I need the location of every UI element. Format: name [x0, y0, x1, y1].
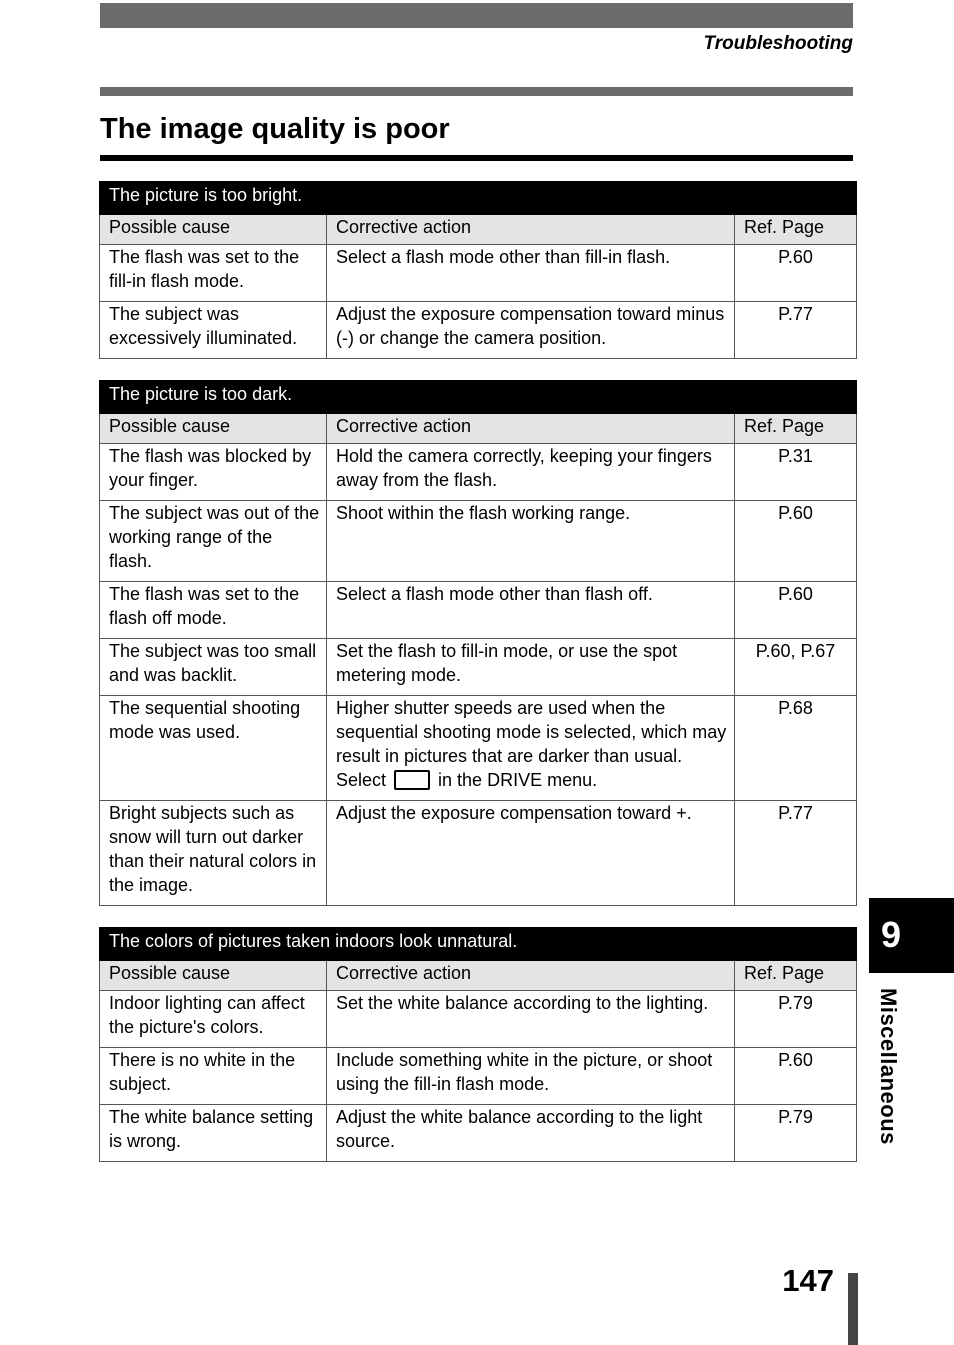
- column-header-cause: Possible cause: [100, 414, 327, 444]
- table-row: [100, 582, 857, 639]
- action-cell: Set the flash to fill-in mode, or use the spot metering mode.: [327, 639, 735, 696]
- action-cell: Adjust the exposure compensation toward +.: [327, 801, 735, 906]
- table-title: The picture is too bright.: [100, 182, 857, 215]
- column-header-action: Corrective action: [327, 414, 735, 444]
- page-number-bar: [848, 1273, 858, 1345]
- ref-page-cell: P.31: [735, 444, 857, 501]
- cause-cell: The flash was set to the fill-in flash mode.: [100, 245, 327, 302]
- table-row: [100, 302, 857, 359]
- column-header-ref: Ref. Page: [735, 961, 857, 991]
- table-title: The colors of pictures taken indoors look unnatural.: [100, 928, 857, 961]
- action-text-after: in the DRIVE menu.: [438, 770, 598, 790]
- action-cell: Shoot within the flash working range.: [327, 501, 735, 582]
- ref-page-cell: P.68: [735, 696, 857, 801]
- title-top-rule: [100, 87, 853, 96]
- table-row: [100, 444, 857, 501]
- table-row: [100, 501, 857, 582]
- table-row: [100, 801, 857, 906]
- ref-page-cell: P.79: [735, 1105, 857, 1162]
- cause-cell: Bright subjects such as snow will turn out darker than their natural colors in the image.: [100, 801, 327, 906]
- troubleshooting-table-dark: [99, 380, 857, 906]
- column-header-action: Corrective action: [327, 215, 735, 245]
- ref-page-cell: P.60: [735, 501, 857, 582]
- table-row: [100, 639, 857, 696]
- cause-cell: The flash was set to the flash off mode.: [100, 582, 327, 639]
- table-title: The picture is too dark.: [100, 381, 857, 414]
- action-cell: Hold the camera correctly, keeping your fingers away from the flash.: [327, 444, 735, 501]
- chapter-tab: [869, 898, 954, 973]
- column-header-cause: Possible cause: [100, 215, 327, 245]
- table-row: [100, 1105, 857, 1162]
- cause-cell: Indoor lighting can affect the picture's colors.: [100, 991, 327, 1048]
- header-bar: [100, 3, 853, 28]
- cause-cell: The flash was blocked by your finger.: [100, 444, 327, 501]
- cause-cell: There is no white in the subject.: [100, 1048, 327, 1105]
- cause-cell: The subject was excessively illuminated.: [100, 302, 327, 359]
- ref-page-cell: P.60, P.67: [735, 639, 857, 696]
- column-header-ref: Ref. Page: [735, 215, 857, 245]
- ref-page-cell: P.60: [735, 1048, 857, 1105]
- page-number: 147: [782, 1263, 834, 1298]
- ref-page-cell: P.77: [735, 801, 857, 906]
- troubleshooting-table-indoor-colors: [99, 927, 857, 1162]
- action-cell: Adjust the exposure compensation toward minus (-) or change the camera position.: [327, 302, 735, 359]
- ref-page-cell: P.79: [735, 991, 857, 1048]
- table-row: [100, 245, 857, 302]
- chapter-label: Miscellaneous: [876, 988, 901, 1145]
- action-cell: Adjust the white balance according to the light source.: [327, 1105, 735, 1162]
- ref-page-cell: P.60: [735, 245, 857, 302]
- table-row: [100, 696, 857, 801]
- troubleshooting-table-bright: [99, 181, 857, 359]
- action-cell: [327, 696, 735, 801]
- table-row: [100, 991, 857, 1048]
- action-cell: Set the white balance according to the lighting.: [327, 991, 735, 1048]
- column-header-action: Corrective action: [327, 961, 735, 991]
- column-header-ref: Ref. Page: [735, 414, 857, 444]
- action-text-before: Higher shutter speeds are used when the sequential shooting mode is selected, which may result in pictures that are darker than usual. Select: [336, 698, 727, 790]
- cause-cell: The subject was out of the working range of the flash.: [100, 501, 327, 582]
- single-frame-icon: [394, 770, 430, 790]
- page-title: The image quality is poor: [100, 113, 450, 145]
- cause-cell: The subject was too small and was backlit.: [100, 639, 327, 696]
- cause-cell: The sequential shooting mode was used.: [100, 696, 327, 801]
- section-label: Troubleshooting: [703, 33, 853, 54]
- action-cell: Select a flash mode other than fill-in flash.: [327, 245, 735, 302]
- title-bottom-rule: [100, 155, 853, 161]
- chapter-number: 9: [881, 914, 902, 955]
- action-cell: Select a flash mode other than flash off.: [327, 582, 735, 639]
- cause-cell: The white balance setting is wrong.: [100, 1105, 327, 1162]
- column-header-cause: Possible cause: [100, 961, 327, 991]
- action-cell: Include something white in the picture, or shoot using the fill-in flash mode.: [327, 1048, 735, 1105]
- ref-page-cell: P.77: [735, 302, 857, 359]
- ref-page-cell: P.60: [735, 582, 857, 639]
- table-row: [100, 1048, 857, 1105]
